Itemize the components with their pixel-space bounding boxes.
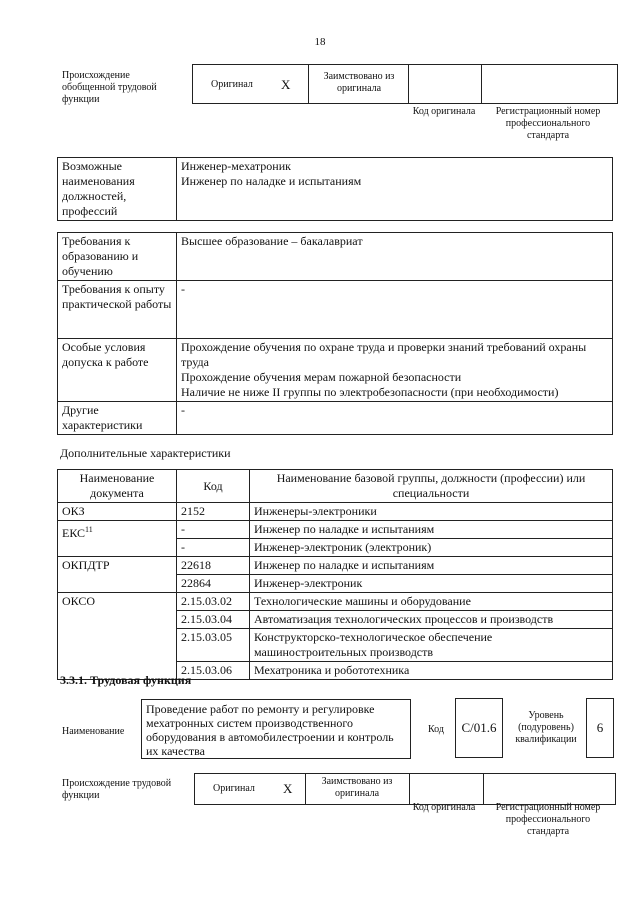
code-cell: 22618 <box>177 557 250 575</box>
reg-number-caption: Регистрационный номер профессионального стандарта <box>495 106 601 141</box>
req-label: Требования к опыту практической работы <box>58 281 177 339</box>
name-cell: Инженер по наладке и испытаниям <box>250 521 613 539</box>
name-cell: Мехатроника и робототехника <box>250 662 613 680</box>
col-header-document: Наименование документа <box>58 470 177 503</box>
page-number: 18 <box>314 36 326 48</box>
code-value-box: С/01.6 <box>455 698 503 758</box>
additional-title: Дополнительные характеристики <box>60 446 231 460</box>
position-item: Инженер по наладке и испытаниям <box>181 174 362 188</box>
code-cell: 2.15.03.02 <box>177 593 250 611</box>
footnote-ref: 11 <box>85 525 93 534</box>
positions-table <box>57 157 613 221</box>
level-label: Уровень (подуровень) квалификации <box>515 710 577 745</box>
level-value-box: 6 <box>586 698 614 758</box>
original-mark: X <box>283 781 293 796</box>
code-cell: 22864 <box>177 575 250 593</box>
name-cell: Инженер по наладке и испытаниям <box>250 557 613 575</box>
function-name-box: Проведение работ по ремонту и регулировке мехатронных систем производственного оборудования в автомобилестроении и контроль их качества <box>141 699 411 759</box>
name-cell: Конструкторско-технологическое обеспечение машиностроительных производств <box>250 629 613 662</box>
code-cell: - <box>177 521 250 539</box>
code-cell: - <box>177 539 250 557</box>
name-label: Наименование <box>62 726 125 737</box>
borrowed-label: Заимствовано из оригинала <box>321 776 393 799</box>
code-cell: 2.15.03.04 <box>177 611 250 629</box>
origin-label: Происхождение трудовой функции <box>62 778 172 801</box>
origin-table <box>192 64 618 104</box>
name-cell: Инженеры-электроники <box>250 503 613 521</box>
reg-number-caption: Регистрационный номер профессионального стандарта <box>495 802 601 837</box>
req-label: Особые условия допуска к работе <box>58 339 177 402</box>
original-label: Оригинал <box>211 79 253 90</box>
code-label: Код <box>428 724 444 735</box>
section-title: 3.3.1. Трудовая функция <box>60 673 192 687</box>
req-value-line: Высшее образование – бакалавриат <box>181 234 363 248</box>
doc-cell <box>58 521 177 557</box>
code-original-caption: Код оригинала <box>412 106 476 117</box>
original-label: Оригинал <box>213 783 255 794</box>
origin-label: Происхождение обобщенной трудовой функции <box>62 70 157 105</box>
req-value <box>177 233 613 281</box>
code-cell: 2.15.03.06 <box>177 662 250 680</box>
req-value-line: Наличие не ниже II группы по электробезопасности (при необходимости) <box>181 385 559 399</box>
req-value-line: - <box>181 282 185 296</box>
req-label: Другие характеристики <box>58 402 177 435</box>
code-cell: 2.15.03.05 <box>177 629 250 662</box>
name-cell: Инженер-электроник (электроник) <box>250 539 613 557</box>
doc-name: ЕКС <box>62 526 86 540</box>
req-value-line: Прохождение обучения по охране труда и проверки знаний требований охраны труда <box>181 340 587 369</box>
col-header-name: Наименование базовой группы, должности (профессии) или специальности <box>250 470 613 503</box>
req-value <box>177 339 613 402</box>
req-value-line: Прохождение обучения мерам пожарной безопасности <box>181 370 462 384</box>
name-cell: Технологические машины и оборудование <box>250 593 613 611</box>
col-header-code: Код <box>177 470 250 503</box>
positions-label: Возможные наименования должностей, профессий <box>58 158 177 221</box>
doc-cell: ОКСО <box>58 593 177 680</box>
code-cell: 2152 <box>177 503 250 521</box>
req-value-line: - <box>181 403 185 417</box>
requirements-table <box>57 232 613 435</box>
doc-cell: ОКЗ <box>58 503 177 521</box>
borrowed-label: Заимствовано из оригинала <box>323 71 395 94</box>
name-cell: Инженер-электроник <box>250 575 613 593</box>
additional-table <box>57 469 613 680</box>
original-mark: X <box>281 77 291 92</box>
doc-cell: ОКПДТР <box>58 557 177 593</box>
name-cell: Автоматизация технологических процессов и производств <box>250 611 613 629</box>
req-label: Требования к образованию и обучению <box>58 233 177 281</box>
code-original-caption: Код оригинала <box>412 802 476 813</box>
origin-table <box>194 773 616 805</box>
positions-values <box>177 158 613 221</box>
position-item: Инженер-мехатроник <box>181 159 291 173</box>
req-value <box>177 402 613 435</box>
req-value <box>177 281 613 339</box>
